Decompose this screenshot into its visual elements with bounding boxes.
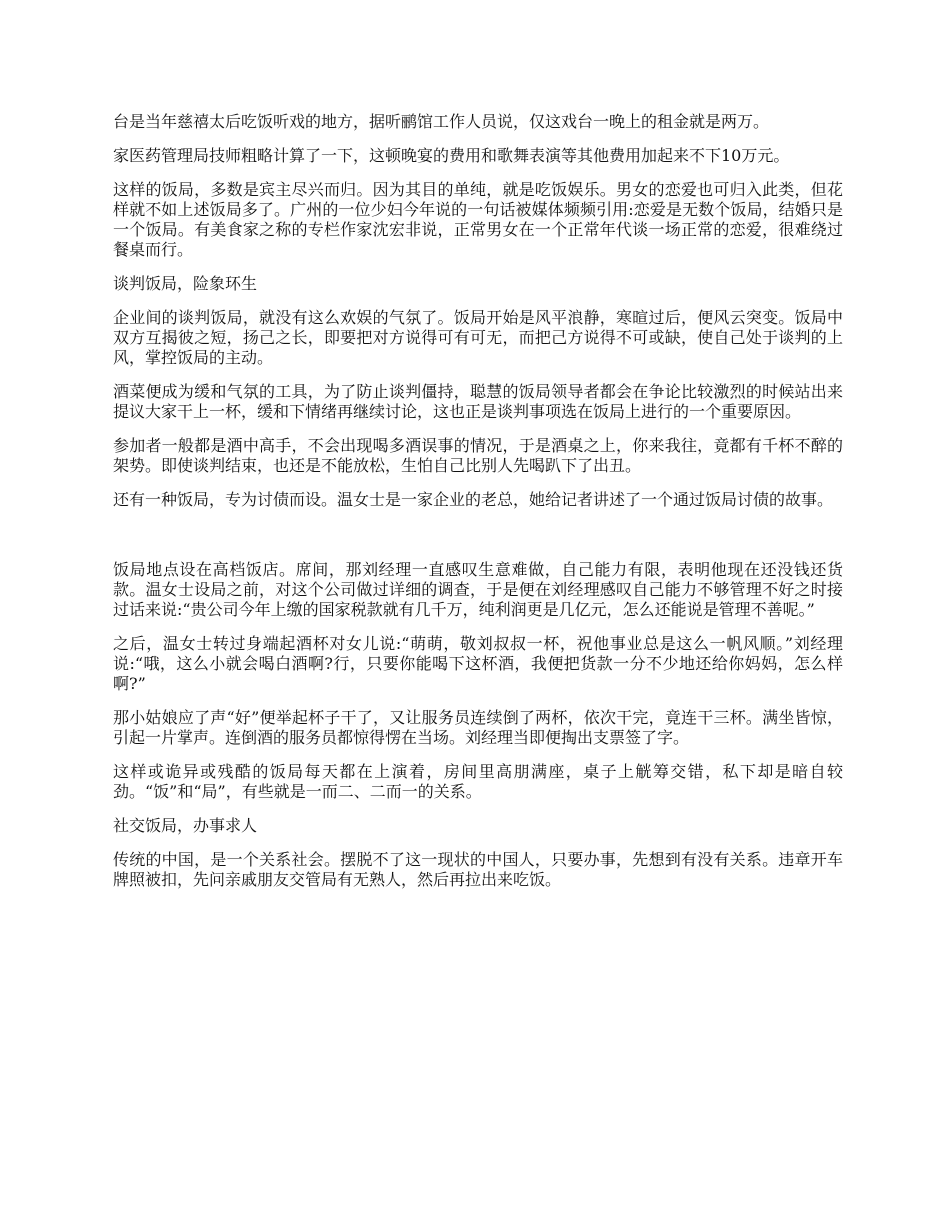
- paragraph: 之后，温女士转过身端起酒杯对女儿说:“萌萌，敬刘叔叔一杯，祝他事业总是这么一帆风顺。”刘经理说:“哦，这么小就会喝白酒啊?行，只要你能喝下这杯酒，我便把货款一分不少地还给你妈妈，怎么样啊?”: [113, 634, 843, 693]
- blank-spacer: [113, 524, 843, 560]
- paragraph: 饭局地点设在高档饭店。席间，那刘经理一直感叹生意难做，自己能力有限，表明他现在还没钱还货款。温女士设局之前，对这个公司做过详细的调查，于是便在刘经理感叹自己能力不够管理不好之时接过话来说:“贵公司今年上缴的国家税款就有几千万，纯利润更是几亿元，怎么还能说是管理不善呢。”: [113, 560, 843, 619]
- paragraph: 还有一种饭局，专为讨债而设。温女士是一家企业的老总，她给记者讲述了一个通过饭局讨债的故事。: [113, 490, 834, 509]
- paragraph: 这样或诡异或残酷的饭局每天都在上演着，房间里高朋满座，桌子上觥筹交错，私下却是暗自较劲。“饭”和“局”，有些就是一而二、二而一的关系。: [113, 762, 843, 801]
- paragraph: 参加者一般都是酒中高手，不会出现喝多酒误事的情况，于是酒桌之上，你来我往，竟都有千杯不醉的架势。即使谈判结束，也还是不能放松，生怕自己比别人先喝趴下了出丑。: [113, 436, 843, 475]
- paragraph: 那小姑娘应了声“好”便举起杯子干了，又让服务员连续倒了两杯，依次干完，竟连干三杯。满坐皆惊，引起一片掌声。连倒酒的服务员都惊得愣在当场。刘经理当即便掏出支票签了字。: [113, 708, 843, 747]
- section-heading-negotiation: 谈判饭局，险象环生: [113, 274, 258, 293]
- document-body: [113, 112, 843, 904]
- paragraph: 酒菜便成为缓和气氛的工具，为了防止谈判僵持，聪慧的饭局领导者都会在争论比较激烈的时候站出来提议大家干上一杯，缓和下情绪再继续讨论，这也正是谈判事项选在饭局上进行的一个重要原因。: [113, 382, 843, 421]
- paragraph: 这样的饭局，多数是宾主尽兴而归。因为其目的单纯，就是吃饭娱乐。男女的恋爱也可归入此类，但花样就不如上述饭局多了。广州的一位少妇今年说的一句话被媒体频频引用:恋爱是无数个饭局，结婚只是一个饭局。有美食家之称的专栏作家沈宏非说，正常男女在一个正常年代谈一场正常的恋爱，很难绕过餐桌而行。: [113, 180, 843, 259]
- paragraph: 传统的中国，是一个关系社会。摆脱不了这一现状的中国人，只要办事，先想到有没有关系。违章开车牌照被扣，先问亲戚朋友交管局有无熟人，然后再拉出来吃饭。: [113, 850, 843, 889]
- paragraph: 台是当年慈禧太后吃饭听戏的地方，据听鹂馆工作人员说，仅这戏台一晚上的租金就是两万。: [113, 112, 770, 131]
- paragraph: 企业间的谈判饭局，就没有这么欢娱的气氛了。饭局开始是风平浪静，寒暄过后，便风云突变。饭局中双方互揭彼之短，扬己之长，即要把对方说得可有可无，而把己方说得不可或缺，使自己处于谈判的上风，掌控饭局的主动。: [113, 308, 843, 367]
- paragraph: 家医药管理局技师粗略计算了一下，这顿晚宴的费用和歌舞表演等其他费用加起来不下10万元。: [113, 146, 790, 165]
- section-heading-social: 社交饭局，办事求人: [113, 816, 258, 835]
